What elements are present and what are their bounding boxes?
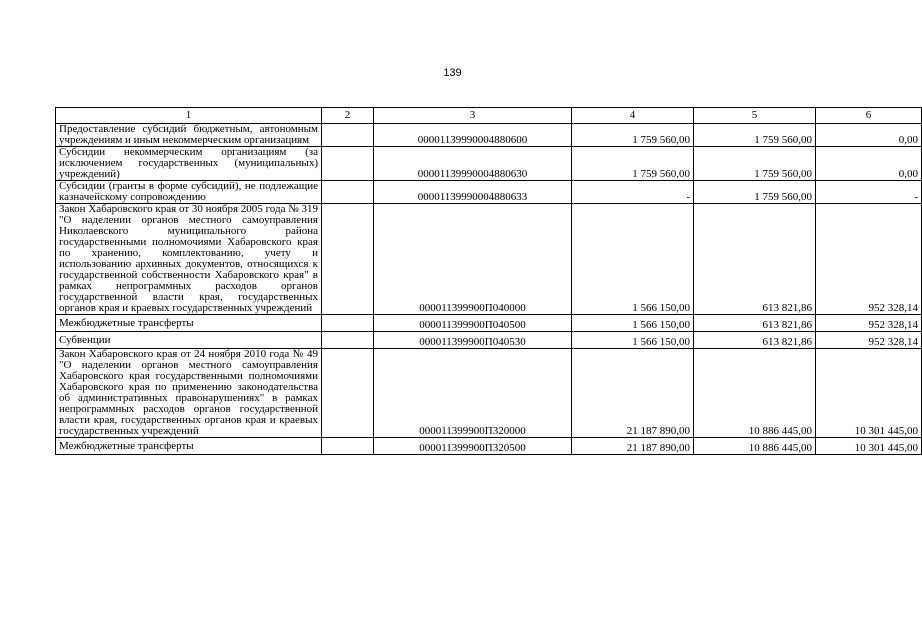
row-description: Закон Хабаровского края от 24 ноября 2010 года № 49 "О наделении органов местного самоуправления Хабаровского края государственными полномочиями Хабаровского края по применению законодательства об административных правонарушениях" в рамках непрограммных расходов органов государственной власти края, государственных органов края и краевых государственных учреждений [56,349,322,438]
row-code: 000011399900П040500 [374,315,572,332]
row-col6: 0,00 [816,124,922,147]
column-header-1: 1 [56,108,322,124]
table-row [56,349,922,438]
column-header-2: 2 [322,108,374,124]
row-col5: 1 759 560,00 [694,181,816,204]
column-header-3: 3 [374,108,572,124]
row-col4: 1 566 150,00 [572,332,694,349]
row-description: Субвенции [56,332,322,349]
row-description: Закон Хабаровского края от 30 ноября 2005 года № 319 "О наделении органов местного самоуправления Николаевского муниципального района государственными полномочиями Хабаровского края по хранению, комплектованию, учету и использованию архивных документов, относящихся к государственной собственности Хабаровского края" в рамках непрограммных расходов органов государственной власти края, государственных органов края и краевых государственных учреждений [56,204,322,315]
row-col6: - [816,181,922,204]
row-code: 000011399900П040000 [374,204,572,315]
column-header-4: 4 [572,108,694,124]
table-row [56,438,922,455]
row-description: Предоставление субсидий бюджетным, автономным учреждениям и иным некоммерческим организациям [56,124,322,147]
table-row [56,204,922,315]
row-code: 00001139990004880630 [374,147,572,181]
row-col4: 1 759 560,00 [572,147,694,181]
table-header-row [56,108,922,124]
row-col2 [322,147,374,181]
row-code: 000011399900П040530 [374,332,572,349]
row-col2 [322,315,374,332]
row-col6: 0,00 [816,147,922,181]
row-description: Субсидии (гранты в форме субсидий), не подлежащие казначейскому сопровождению [56,181,322,204]
row-col4: 1 566 150,00 [572,315,694,332]
row-col5: 1 759 560,00 [694,147,816,181]
table-row [56,124,922,147]
budget-table [55,107,922,455]
row-description: Межбюджетные трансферты [56,315,322,332]
row-code: 000011399900П320500 [374,438,572,455]
row-col4: 21 187 890,00 [572,438,694,455]
row-description: Субсидии некоммерческим организациям (за исключением государственных (муниципальных) учреждений) [56,147,322,181]
row-code: 00001139990004880633 [374,181,572,204]
row-col5: 613 821,86 [694,315,816,332]
row-col6: 952 328,14 [816,315,922,332]
row-code: 000011399900П320000 [374,349,572,438]
row-col5: 613 821,86 [694,204,816,315]
row-description: Межбюджетные трансферты [56,438,322,455]
table-row [56,332,922,349]
row-col5: 1 759 560,00 [694,124,816,147]
row-col2 [322,124,374,147]
table-row [56,147,922,181]
page-number: 139 [443,67,462,79]
row-col6: 10 301 445,00 [816,349,922,438]
row-col2 [322,181,374,204]
row-col6: 952 328,14 [816,204,922,315]
table-row [56,181,922,204]
row-col4: 1 759 560,00 [572,124,694,147]
row-col2 [322,204,374,315]
row-col5: 10 886 445,00 [694,349,816,438]
row-col4: 1 566 150,00 [572,204,694,315]
row-col6: 10 301 445,00 [816,438,922,455]
row-col5: 613 821,86 [694,332,816,349]
column-header-6: 6 [816,108,922,124]
row-col2 [322,349,374,438]
row-col2 [322,332,374,349]
row-col4: 21 187 890,00 [572,349,694,438]
row-code: 00001139990004880600 [374,124,572,147]
column-header-5: 5 [694,108,816,124]
table-row [56,315,922,332]
row-col2 [322,438,374,455]
row-col5: 10 886 445,00 [694,438,816,455]
row-col6: 952 328,14 [816,332,922,349]
row-col4: - [572,181,694,204]
